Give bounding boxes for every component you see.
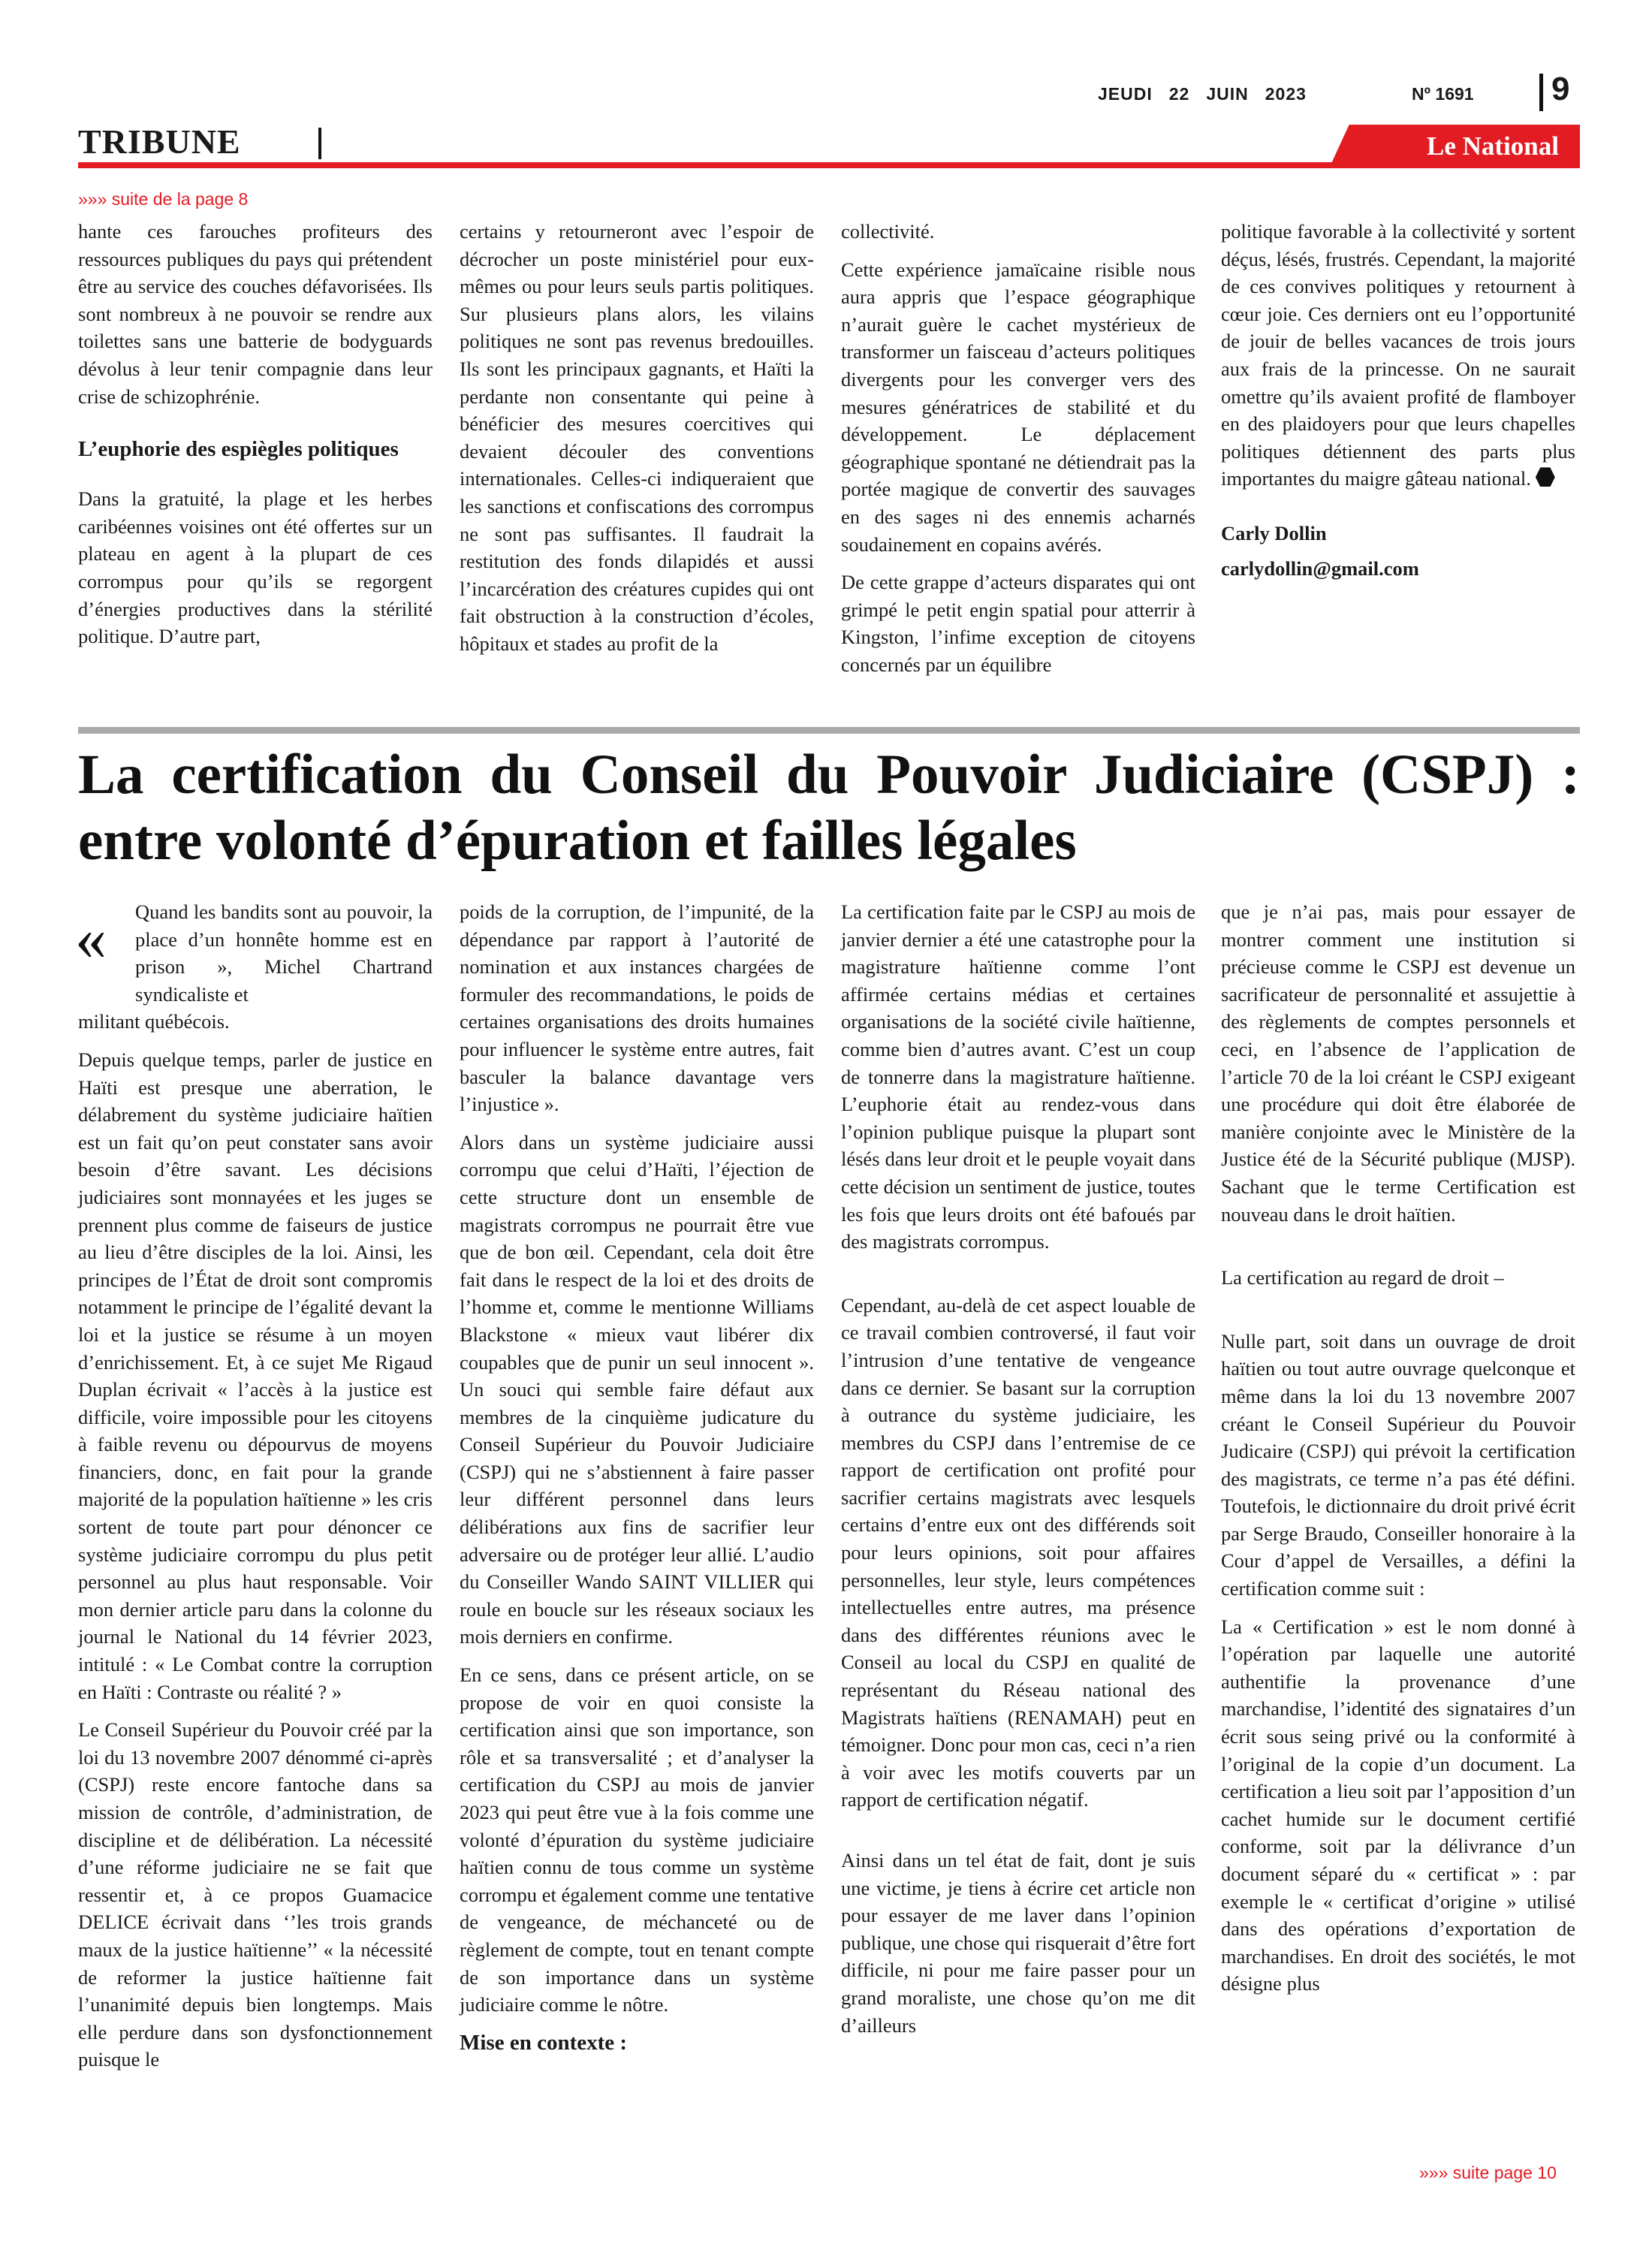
issue-date: [1098, 84, 1323, 104]
paragraph: [1221, 218, 1575, 493]
article-headline: La certification du Conseil du Pouvoir Judiciaire (CSPJ) : entre volonté d’épuration et failles légales: [78, 743, 1580, 872]
epigraph-attribution: militant québécois.: [78, 1010, 230, 1033]
paragraph: hante ces farouches profiteurs des ressources publiques du pays qui prétendent être au service des couches défavorisées. Ils sont nombreux à ne pouvoir se rendre aux toilettes sans une batterie de bodyguards dévolus à leur tenir compagnie dans leur crise de schizophrénie.: [78, 220, 433, 408]
top-article-column-3: [841, 218, 1195, 689]
paragraph: poids de la corruption, de l’impunité, de la dépendance par rapport à l’autorité de nomination et aux instances chargées de formuler des recommandations, le poids de certaines organisations des droits humaines pour influencer le système entre autres, fait basculer la balance davantage vers l’injustice ».: [460, 900, 814, 1116]
paragraph: Le Conseil Supérieur du Pouvoir créé par la loi du 13 novembre 2007 dénommé ci-après (CSPJ) reste encore fantoche dans sa mission de contrôle, d’administration, de discipline et de délibération. La nécessité d’une réforme judiciaire ne se fait que ressentir et, à ce propos Guamacice DELICE écrivait dans ‘’les trois grands maux de la justice haïtienne’’ « la nécessité de reformer la justice haïtienne fait l’unanimité depuis bien longtemps. Mais elle perdure dans son dysfonctionnement puisque le: [78, 1718, 433, 2071]
main-article-column-2: [460, 898, 814, 2056]
paragraph: Cependant, au-delà de cet aspect louable de ce travail combien controversé, il faut voir l’intrusion d’une tentative de vengeance dans ce dernier. Se basant sur la corruption à outrance du système judiciaire, les membres du CSPJ dans l’entremise de ce rapport de certification ont profité pour sacrifier certains magistrats avec lesquels certains d’entre eux ont des différends soit pour leurs opinions, soit pour affaires personnelles, leur style, leurs compétences intellectuelles entre autres, ma présence dans des différentes réunions avec le Conseil au local du CSPJ en qualité de représentant du Réseau national des Magistrats haïtiens (RENAMAH) peut en témoigner. Donc pour mon cas, ceci n’a rien à voir avec les motifs couverts par un rapport de certification négatif.: [841, 1293, 1195, 1811]
author-name: Carly Dollin: [1221, 521, 1327, 544]
paragraph: En ce sens, dans ce présent article, on se propose de voir en quoi consiste la certification ainsi que son importance, son rôle et sa transversalité ; et d’analyser la certification du CSPJ au mois de janvier 2023 qui peut être vue à la fois comme une volonté d’épuration du système judiciaire haïtien connu de tous comme un système corrompu et également comme une tentative de vengeance, de méchanceté ou de règlement de compte, tout en tenant compte de son importance dans un système judiciaire comme le nôtre.: [460, 1663, 814, 2016]
paragraph: que je n’ai pas, mais pour essayer de montrer comment une institution si précieuse comme le CSPJ est devenue un sacrificateur de personnalité et assujettie à des règlements de comptes personnels et ceci, en l’absence de l’application de l’article 70 de la loi créant le CSPJ exigeant une procédure qui doit être élaborée de manière conjointe avec le Ministère de la Justice été de la Sécurité publique (MJSP). Sachant que le terme Certification est nouveau dans le droit haïtien.: [1221, 900, 1575, 1226]
paragraph: Depuis quelque temps, parler de justice en Haïti est presque une aberration, le délabrement du système judiciaire haïtien est un fait qu’on peut constater sans avoir besoin d’être savant. Les décisions judiciaires sont monnayées et les juges se prennent plus comme de faiseurs de justice au lieu d’être disciples de la loi. Ainsi, les principes de l’État de droit sont compromis notamment le principe de l’égalité devant la loi et la justice se résume à un moyen d’enrichissement. Et, à ce sujet Me Rigaud Duplan écrivait « l’accès à la justice est difficile, voire impossible pour les citoyens à faible revenu ou dépourvus de moyens financiers, donc, en fait pour la grande majorité de la population haïtienne » les cris sortent de toute part pour dénoncer ce système judiciaire corrompu du plus petit personnel au plus haut responsable. Voir mon dernier article paru dans la colonne du journal le National du 14 février 2023, intitulé : « Le Combat contre la corruption en Haïti : Contraste ou réalité ? »: [78, 1048, 433, 1703]
section-label: La certification au regard de droit –: [1221, 1266, 1504, 1289]
top-article-column-2: [460, 218, 814, 668]
issue-year: 2023: [1265, 84, 1307, 104]
issue-month: JUIN: [1206, 84, 1249, 104]
paragraph-text: politique favorable à la collectivité y sortent déçus, lésés, frustrés. Cependant, la majorité de ces convives politiques y retournent à cœur joie. Ces derniers ont eu l’opportunité de jouir de belles vacances de trois jours aux frais de la princesse. On ne saurait omettre qu’ils avaient profité de flamboyer en des plaidoyers pour que leurs chapelles politiques détiennent des parts plus importantes du maigre gâteau national.: [1221, 220, 1575, 490]
continued-on-link[interactable]: »»» suite page 10: [1419, 2163, 1557, 2182]
section-divider: [318, 128, 321, 159]
paragraph: De cette grappe d’acteurs disparates qui ont grimpé le petit engin spatial pour atterrir à Kingston, l’infime exception de citoyens concernés par un équilibre: [841, 571, 1195, 676]
epigraph-quote: Quand les bandits sont au pouvoir, la place d’un honnête homme est en prison », Michel Chartrand syndicaliste et: [135, 900, 433, 1006]
main-article-column-3: [841, 898, 1195, 2049]
section-title: TRIBUNE: [78, 122, 241, 161]
paragraph: Ainsi dans un tel état de fait, dont je suis une victime, je tiens à écrire cet article non pour essayer de me laver dans l’opinion publique, une chose qui risquerait d’être fort difficile, ni pour me faire passer pour un grand moraliste, une chose qu’on me dit d’ailleurs: [841, 1849, 1195, 2037]
main-article-column-4: [1221, 898, 1575, 2008]
page-number: 9: [1551, 71, 1570, 107]
paragraph: La certification faite par le CSPJ au mois de janvier dernier a été une catastrophe pour la magistrature haïtienne comme l’ont affirmée certains médias et certaines organisations de la société civile haïtienne, comme bien d’autres avant. C’est un coup de tonnerre dans la magistrature haïtienne. L’euphorie était au rendez-vous dans l’opinion publique puisque la plupart sont lésés dans leur droit et le peuple voyait dans cette décision un sentiment de justice, toutes les fois que leurs droits ont été bafoués par des magistrats corrompus.: [841, 900, 1195, 1253]
paragraph: Dans la gratuité, la plage et les herbes caribéennes voisines ont été offertes sur un plateau en agent à la plupart de ces corrompus pour qu’ils se regorgent d’énergies productives dans la stérilité politique. D’autre part,: [78, 487, 433, 648]
issue-date-number: 22: [1168, 84, 1190, 104]
subheading: L’euphorie des espiègles politiques: [78, 437, 399, 462]
author-email[interactable]: carlydollin@gmail.com: [1221, 556, 1419, 580]
main-article-column-1: [78, 898, 433, 2084]
article-separator: [78, 727, 1580, 734]
end-of-article-icon: [1536, 467, 1555, 487]
paragraph: Alors dans un système judiciaire aussi corrompu que celui d’Haïti, l’éjection de cette structure dont un ensemble de magistrats corrompus ne pourrait être vue que de bon œil. Cependant, cela doit être fait dans le respect de la loi et des droits de l’homme et, comme le mentionne Williams Blackstone « mieux vaut libérer dix coupables que de punir un seul innocent ». Un souci qui semble faire défaut aux membres de la cinquième judicature du Conseil Supérieur du Pouvoir Judiciaire (CSPJ) qui ne s’abstiennent à faire passer leur différent personnel dans leurs délibérations aux fins de sacrifier leur adversaire ou de protéger leur allié. L’audio du Conseiller Wando SAINT VILLIER qui roule en boucle sur les réseaux sociaux les mois derniers en confirme.: [460, 1130, 814, 1648]
paragraph: Cette expérience jamaïcaine risible nous aura appris que l’espace géographique n’aurait guère le cachet mystérieux de transformer un faisceau d’acteurs politiques divergents pour les converger vers des mesures génératrices de stabilité et du développement. Le déplacement géographique spontané ne détiendrait pas la portée magique de convertir des sauvages en des sages ni des ennemis acharnés soudainement en copains avérés.: [841, 258, 1195, 556]
continued-from-link[interactable]: »»» suite de la page 8: [78, 189, 249, 209]
brand-name: Le National: [1427, 131, 1559, 161]
paragraph: Nulle part, soit dans un ouvrage de droit haïtien ou tout autre ouvrage quelconque et même dans la loi du 13 novembre 2007 créant le Conseil Supérieur du Pouvoir Judicaire (CSPJ) qui prévoit la certification des magistrats, ce terme n’a pas été défini. Toutefois, le dictionnaire du droit privé écrit par Serge Braudo, Conseiller honoraire à la Cour d’appel de Versailles, a défini la certification comme suit :: [1221, 1329, 1575, 1600]
paragraph: collectivité.: [841, 220, 935, 243]
top-article-column-4: [1221, 218, 1575, 582]
paragraph: certains y retourneront avec l’espoir de décrocher un poste ministériel pour eux-mêmes ou pour leurs seuls partis politiques. Sur plusieurs plans alors, les vilains politiques ne sont pas revenus bredouilles. Ils sont les principaux gagnants, et Haïti la perdante non consentante qui peine à bénéficier des mesures coercitives qui devaient découler des conventions internationales. Celles-ci indiqueraient que les sanctions et confiscations des corrompus ne sont pas suffisantes. Il faudrait la restitution des fonds dilapidés et aussi l’incarcération des créatures cupides qui ont fait obstruction à la construction d’écoles, hôpitaux et stades au profit de la: [460, 220, 814, 655]
issue-number: Nº 1691: [1412, 84, 1474, 104]
issue-day: JEUDI: [1098, 84, 1153, 104]
subheading: Mise en contexte :: [460, 2030, 628, 2055]
top-article-column-1: [78, 218, 433, 661]
opening-quote-mark: «: [75, 903, 107, 973]
paragraph: La « Certification » est le nom donné à l’opération par laquelle une autorité authentifie la provenance d’une marchandise, l’identité des signataires d’un écrit sous seing privé ou la conformité à l’original de la copie d’un document. La certification a lieu soit par l’apposition d’un cachet humide sur le document certifié conforme, soit par la délivrance d’un document séparé du « certificat » : par exemple le « certificat d’origine » utilisé dans des opérations d’exportation de marchandises. En droit des sociétés, le mot désigne plus: [1221, 1615, 1575, 1995]
page-number-divider: [1539, 74, 1543, 111]
